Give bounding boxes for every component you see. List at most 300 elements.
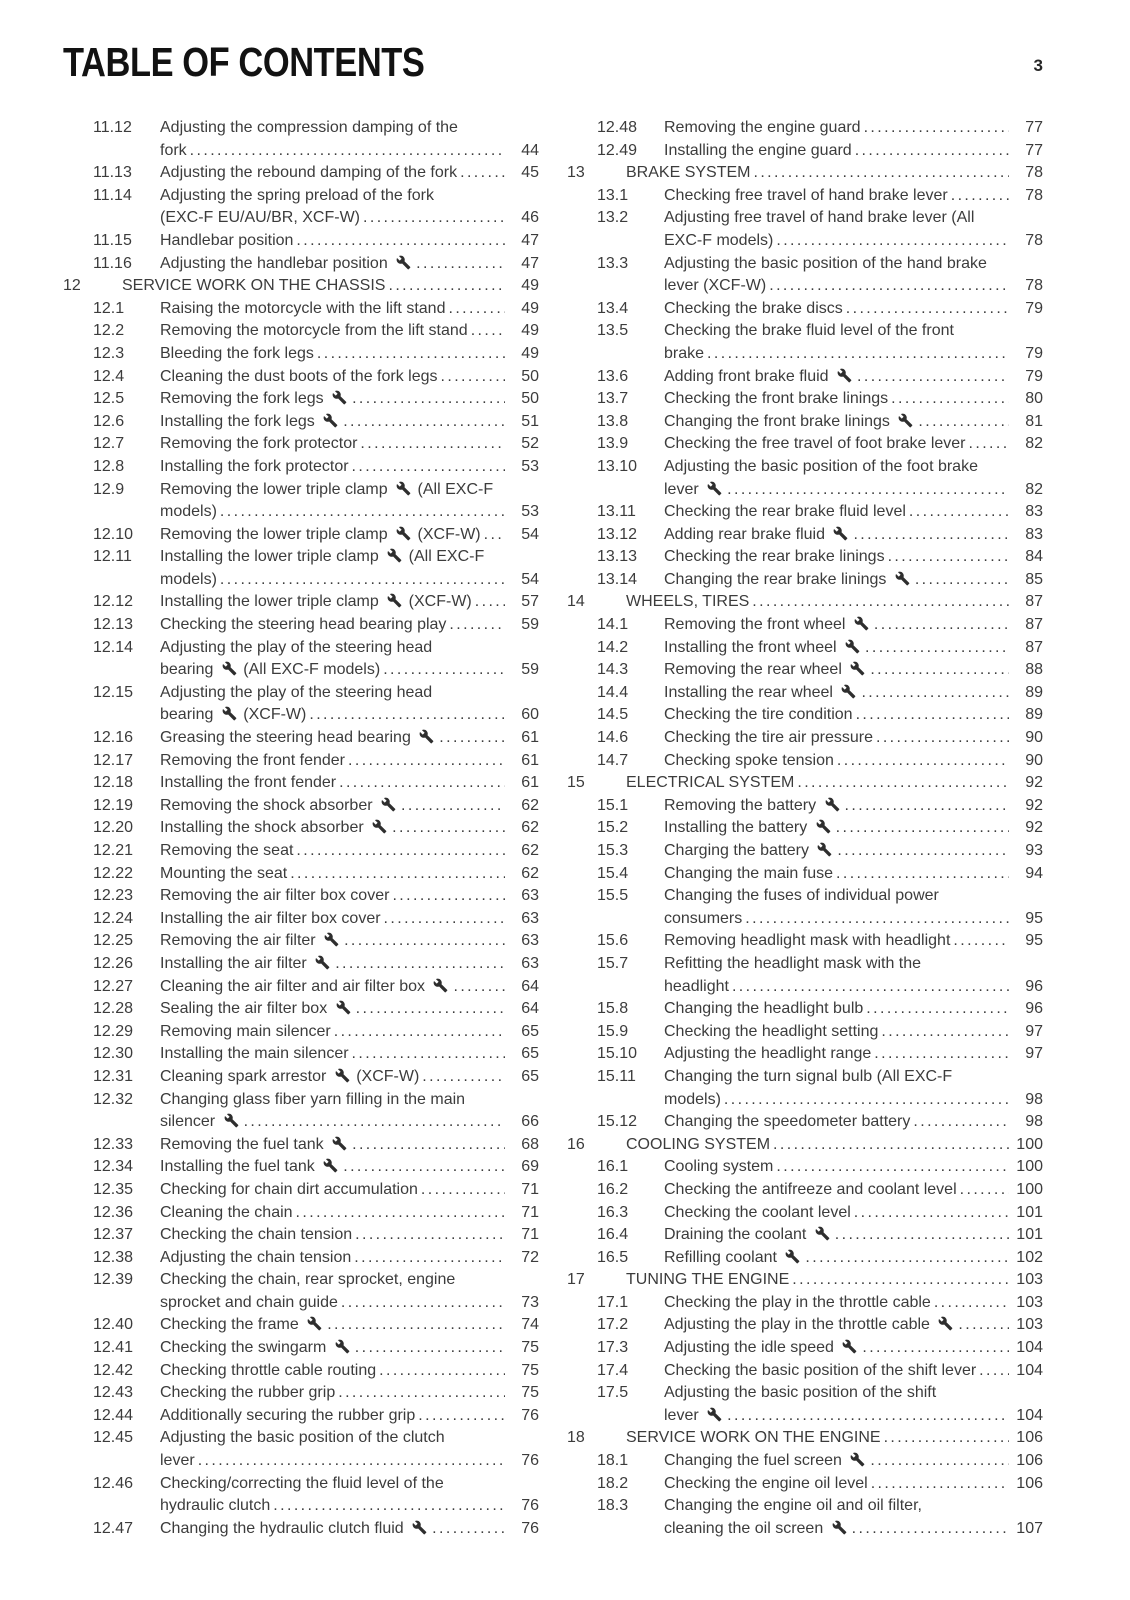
dot-leader [852, 1518, 1009, 1541]
entry-page: 104 [1016, 1361, 1043, 1379]
entry-title-line: Removing the seat [160, 842, 294, 859]
entry-number: 14.1 [597, 616, 629, 634]
toc-entry [567, 388, 1043, 411]
entry-title-line: bearing (XCF-W) [160, 706, 307, 724]
entry-number: 12.5 [93, 390, 125, 408]
dot-leader [348, 750, 505, 773]
entry-title-line: Handlebar position [160, 231, 294, 249]
entry-title-line: Refitting the headlight mask with the [664, 954, 922, 972]
dot-leader [471, 320, 505, 343]
entry-page: 59 [521, 616, 539, 634]
toc-entry [63, 1382, 539, 1405]
entry-title [664, 795, 1009, 818]
entry-title [664, 750, 1009, 773]
entry-title-line: Installing the fork protector [160, 457, 349, 475]
entry-number: 12.47 [93, 1519, 134, 1537]
entry-title-line: Changing the rear brake linings [664, 569, 912, 592]
entry-title-line: Removing the front fender [160, 751, 345, 769]
entry-page: 102 [1016, 1248, 1043, 1266]
toc-entry [63, 117, 539, 162]
dot-leader [356, 998, 505, 1021]
entry-page: 65 [521, 1067, 539, 1085]
entry-number: 14.3 [597, 661, 629, 679]
wrench-icon [817, 842, 832, 857]
entry-number: 13 [567, 164, 585, 182]
entry-page: 103 [1016, 1293, 1043, 1311]
entry-number: 13.8 [597, 412, 629, 430]
dot-leader [354, 1247, 505, 1270]
entry-title-line: Cleaning the chain [160, 1203, 293, 1221]
entry-number: 12.18 [93, 774, 134, 792]
entry-title [664, 885, 1009, 930]
entry-title-line: Additionally securing the rubber grip [160, 1406, 416, 1424]
entry-page: 93 [1025, 842, 1043, 859]
toc-entry [567, 433, 1043, 456]
entry-title-line: Cooling system [664, 1158, 774, 1176]
dot-leader [960, 1179, 1009, 1202]
entry-page: 103 [1016, 1271, 1043, 1289]
dot-leader [855, 140, 1009, 163]
dot-leader [327, 1314, 505, 1337]
entry-title-line: Adjusting free travel of hand brake lever (All [664, 209, 975, 227]
wrench-icon [707, 481, 722, 496]
dot-leader [727, 1405, 1009, 1428]
toc-entry [63, 1066, 539, 1089]
wrench-icon [845, 639, 860, 654]
entry-title [160, 908, 505, 931]
entry-title-line: Checking the front brake linings [664, 390, 889, 408]
entry-title-line: Removing the shock absorber [160, 795, 398, 818]
entry-number: 12.21 [93, 842, 134, 859]
entry-title [664, 524, 1009, 547]
wrench-icon [396, 255, 411, 270]
toc-entry [63, 1224, 539, 1247]
entry-title [664, 185, 1009, 208]
entry-number: 12.49 [597, 141, 638, 159]
entry-page: 60 [521, 706, 539, 724]
entry-title [160, 253, 505, 276]
entry-title-line: Changing the hydraulic clutch fluid [160, 1518, 429, 1541]
entry-page: 72 [521, 1248, 539, 1266]
entry-page: 83 [1025, 503, 1043, 521]
entry-number: 14 [567, 593, 585, 611]
entry-page: 77 [1025, 119, 1043, 136]
toc-entry [63, 433, 539, 456]
dot-leader [732, 976, 1009, 999]
dot-leader [344, 930, 505, 953]
toc-column-right [567, 117, 1043, 1540]
entry-title [160, 682, 505, 727]
entry-number: 12.14 [93, 638, 134, 656]
entry-page: 106 [1016, 1474, 1043, 1492]
entry-page: 63 [521, 954, 539, 972]
dot-leader [220, 569, 505, 592]
entry-page: 62 [521, 796, 539, 814]
entry-number: 12.11 [93, 548, 132, 566]
entry-number: 12.9 [93, 480, 125, 498]
dot-leader [296, 230, 505, 253]
toc-entry [63, 1269, 539, 1314]
entry-title-line: Installing the shock absorber [160, 817, 389, 840]
entry-number: 18 [567, 1429, 585, 1447]
entry-title [160, 1473, 505, 1518]
dot-leader [861, 682, 1009, 705]
dot-leader [958, 1314, 1009, 1337]
entry-title [664, 1111, 1009, 1134]
entry-number: 12.3 [93, 344, 125, 362]
entry-title-line: Installing the main silencer [160, 1045, 349, 1063]
entry-title [160, 343, 505, 366]
entry-number: 15.4 [597, 864, 629, 882]
entry-title-line: Adjusting the spring preload of the fork [160, 186, 434, 204]
entry-title-line: Removing the front wheel [664, 614, 871, 637]
entry-title-line: Checking the tire condition [664, 706, 853, 724]
wrench-icon [335, 1339, 350, 1354]
entry-page: 69 [521, 1158, 539, 1176]
toc-entry [567, 1202, 1043, 1225]
entry-title [160, 230, 505, 253]
entry-title-line: lever (XCF-W) [664, 277, 767, 295]
toc-entry [567, 117, 1043, 140]
dot-leader [355, 1224, 505, 1247]
entry-page: 61 [521, 774, 539, 792]
toc-chapter-entry [567, 1134, 1043, 1157]
entry-title [664, 1224, 1009, 1247]
dot-leader [352, 1134, 505, 1157]
dot-leader [835, 1224, 1009, 1247]
entry-number: 16.2 [597, 1180, 629, 1198]
entry-page: 76 [521, 1452, 539, 1470]
entry-page: 65 [521, 1022, 539, 1040]
dot-leader [198, 1450, 505, 1473]
dot-leader [845, 795, 1009, 818]
entry-title [160, 1179, 505, 1202]
wrench-icon [396, 481, 411, 496]
wrench-icon [850, 661, 865, 676]
toc-entry [567, 637, 1043, 660]
page-header [63, 39, 1043, 85]
entry-number: 15 [567, 774, 585, 792]
entry-page: 45 [521, 164, 539, 182]
dot-leader [416, 253, 505, 276]
toc-entry [63, 1089, 539, 1134]
entry-page: 71 [521, 1180, 539, 1198]
toc-chapter-entry [567, 1427, 1043, 1450]
entry-page: 49 [521, 277, 539, 295]
entry-number: 12.35 [93, 1180, 134, 1198]
dot-leader [856, 704, 1009, 727]
entry-title [160, 433, 505, 456]
entry-title-line: Checking/correcting the fluid level of the [160, 1474, 444, 1492]
dot-leader [335, 953, 505, 976]
entry-title-line: Changing the turn signal bulb (All EXC-F [664, 1067, 953, 1085]
entry-title-line: Mounting the seat [160, 864, 288, 882]
entry-title [160, 1247, 505, 1270]
entry-number: 12.39 [93, 1271, 134, 1289]
dot-leader [352, 456, 505, 479]
dot-leader [773, 1134, 1009, 1157]
entry-title-line: Checking the chain, rear sprocket, engine [160, 1271, 456, 1289]
entry-title [664, 456, 1009, 501]
entry-title [664, 817, 1009, 840]
entry-number: 18.2 [597, 1474, 629, 1492]
entry-page: 96 [1025, 977, 1043, 995]
entry-page: 47 [521, 231, 539, 249]
dot-leader [953, 930, 1009, 953]
wrench-icon [419, 729, 434, 744]
entry-title [160, 840, 505, 863]
toc-entry [63, 1134, 539, 1157]
entry-page: 76 [521, 1519, 539, 1537]
entry-title-line: lever [664, 1405, 724, 1428]
entry-title-line: Installing the air filter box cover [160, 909, 381, 927]
dot-leader [449, 614, 505, 637]
entry-title-line: sprocket and chain guide [160, 1293, 338, 1311]
toc-entry [63, 1360, 539, 1383]
dot-leader [805, 1247, 1009, 1270]
entry-number: 15.9 [597, 1022, 629, 1040]
entry-page: 87 [1025, 593, 1043, 611]
wrench-icon [372, 819, 387, 834]
entry-number: 12.32 [93, 1090, 134, 1108]
entry-number: 12.16 [93, 729, 134, 747]
entry-page: 54 [521, 570, 539, 588]
entry-title-line: Charging the battery [664, 840, 834, 863]
entry-title [664, 1066, 1009, 1111]
entry-title-line: Bleeding the fork legs [160, 344, 314, 362]
dot-leader [891, 388, 1009, 411]
entry-title-line: Adjusting the idle speed [664, 1337, 859, 1360]
dot-leader [360, 433, 505, 456]
dot-leader [384, 908, 505, 931]
entry-title [160, 591, 505, 614]
dot-leader [290, 863, 505, 886]
toc-entry [63, 185, 539, 230]
dot-leader [724, 1089, 1009, 1112]
dot-leader [837, 840, 1009, 863]
entry-number: 12.17 [93, 751, 134, 769]
entry-title-line: bearing (All EXC-F models) [160, 661, 381, 679]
wrench-icon [850, 1452, 865, 1467]
entry-page: 97 [1025, 1022, 1043, 1040]
entry-title [664, 569, 1009, 592]
entry-number: 15.6 [597, 932, 629, 950]
entry-page: 57 [521, 593, 539, 611]
entry-number: 12.48 [597, 119, 638, 136]
wrench-icon [222, 706, 237, 721]
entry-title-line: Removing the motorcycle from the lift stand [160, 322, 468, 340]
toc-entry [63, 637, 539, 682]
entry-title [664, 727, 1009, 750]
entry-page: 101 [1016, 1226, 1043, 1244]
entry-title-line: EXC-F models) [664, 231, 774, 249]
entry-title-line: Cleaning spark arrestor (XCF-W) [160, 1067, 420, 1085]
entry-title-line: Installing the front fender [160, 774, 337, 792]
entry-title [664, 863, 1009, 886]
dot-leader [776, 230, 1009, 253]
entry-page: 78 [1025, 277, 1043, 295]
dot-leader [432, 1518, 505, 1541]
entry-number: 12.41 [93, 1339, 134, 1357]
entry-number: 17.2 [597, 1316, 629, 1334]
dot-leader [296, 1202, 505, 1225]
entry-title-line: models) [664, 1090, 721, 1108]
page-title: TABLE OF CONTENTS [63, 39, 425, 85]
entry-title-line: Checking the swingarm [160, 1337, 352, 1360]
entry-title [160, 524, 505, 547]
entry-page: 92 [1025, 796, 1043, 814]
entry-number: 12.1 [93, 299, 125, 317]
wrench-icon [381, 797, 396, 812]
entry-page: 75 [521, 1384, 539, 1402]
toc-entry [567, 817, 1043, 840]
toc-entry [567, 704, 1043, 727]
entry-title-line: Adjusting the play of the steering head [160, 638, 433, 656]
toc-entry [567, 930, 1043, 953]
toc-entry [567, 682, 1043, 705]
entry-title [626, 162, 1009, 185]
dot-leader [837, 750, 1009, 773]
entry-title [664, 1473, 1009, 1496]
entry-page: 77 [1025, 141, 1043, 159]
wrench-icon [815, 1226, 830, 1241]
dot-leader [343, 1156, 505, 1179]
entry-number: 16.4 [597, 1226, 629, 1244]
entry-title-line: Changing the fuel screen [664, 1450, 867, 1473]
entry-title-line: brake [664, 344, 705, 362]
toc-chapter-entry [567, 1269, 1043, 1292]
entry-title-line: Adding front brake fluid [664, 366, 854, 389]
entry-number: 15.5 [597, 887, 629, 905]
dot-leader [355, 1337, 505, 1360]
entry-title-line: Changing the main fuse [664, 864, 833, 882]
entry-page: 50 [521, 367, 539, 385]
entry-page: 74 [521, 1316, 539, 1334]
entry-number: 15.8 [597, 1000, 629, 1018]
entry-title-line: Checking the engine oil level [664, 1474, 868, 1492]
entry-title-line: Installing the engine guard [664, 141, 852, 159]
wrench-icon [307, 1316, 322, 1331]
entry-title [664, 1202, 1009, 1225]
entry-title-line: Checking throttle cable routing [160, 1361, 377, 1379]
entry-title-line: Checking the play in the throttle cable [664, 1293, 931, 1311]
dot-leader [190, 140, 505, 163]
toc-entry [63, 998, 539, 1021]
toc-chapter-entry [567, 772, 1043, 795]
entry-page: 101 [1016, 1203, 1043, 1221]
toc-entry [63, 524, 539, 547]
entry-number: 13.11 [597, 503, 636, 521]
entry-title-line: Removing the engine guard [664, 119, 861, 136]
dot-leader [422, 1066, 505, 1089]
entry-number: 13.10 [597, 457, 638, 475]
entry-title [664, 546, 1009, 569]
dot-leader [881, 1021, 1009, 1044]
toc-entry [567, 750, 1043, 773]
page-number: 3 [1033, 56, 1043, 75]
entry-title [664, 998, 1009, 1021]
entry-title-line: Cleaning the air filter and air filter box [160, 976, 450, 999]
entry-title-line: SERVICE WORK ON THE ENGINE [626, 1429, 881, 1447]
dot-leader [309, 704, 505, 727]
toc-columns [63, 117, 1043, 1540]
dot-leader [797, 772, 1009, 795]
entry-page: 76 [521, 1497, 539, 1515]
dot-leader [352, 1043, 505, 1066]
wrench-icon [832, 1520, 847, 1535]
entry-title-line: Removing the fork protector [160, 435, 358, 453]
entry-title-line: Checking the steering head bearing play [160, 616, 447, 634]
dot-leader [341, 1292, 505, 1315]
entry-title [160, 727, 505, 750]
wrench-icon [938, 1316, 953, 1331]
entry-number: 16.3 [597, 1203, 629, 1221]
entry-title-line: Adjusting the rebound damping of the fork [160, 164, 458, 182]
entry-page: 68 [521, 1135, 539, 1153]
dot-leader [969, 433, 1010, 456]
entry-number: 14.6 [597, 729, 629, 747]
toc-entry [63, 298, 539, 321]
toc-entry [567, 998, 1043, 1021]
entry-title-line: Checking the rubber grip [160, 1384, 336, 1402]
entry-title-line: BRAKE SYSTEM [626, 164, 751, 182]
entry-title-line: Adjusting the basic position of the hand brake [664, 254, 987, 272]
dot-leader [220, 501, 505, 524]
toc-entry [63, 953, 539, 976]
wrench-icon [898, 413, 913, 428]
dot-leader [401, 795, 505, 818]
entry-page: 98 [1025, 1090, 1043, 1108]
entry-number: 17.4 [597, 1361, 629, 1379]
entry-title [160, 1224, 505, 1247]
entry-page: 62 [521, 842, 539, 859]
toc-entry [63, 682, 539, 727]
dot-leader [846, 298, 1009, 321]
toc-entry [63, 411, 539, 434]
dot-leader [769, 275, 1009, 298]
toc-entry [63, 1247, 539, 1270]
entry-page: 106 [1016, 1452, 1043, 1470]
entry-number: 12.8 [93, 457, 125, 475]
wrench-icon [336, 1000, 351, 1015]
toc-entry [567, 863, 1043, 886]
entry-title-line: Changing the headlight bulb [664, 1000, 864, 1018]
entry-page: 94 [1025, 864, 1043, 882]
toc-entry [567, 1021, 1043, 1044]
entry-page: 80 [1025, 390, 1043, 408]
entry-title-line: Adjusting the headlight range [664, 1045, 872, 1063]
entry-number: 12.28 [93, 1000, 134, 1018]
toc-entry [63, 320, 539, 343]
entry-title [160, 1360, 505, 1383]
toc-entry [63, 976, 539, 999]
wrench-icon [335, 1068, 350, 1083]
toc-entry [63, 614, 539, 637]
entry-page: 95 [1025, 909, 1043, 927]
dot-leader [453, 976, 505, 999]
entry-title [160, 479, 505, 524]
wrench-icon [412, 1520, 427, 1535]
entry-title [664, 1314, 1009, 1337]
toc-entry [63, 253, 539, 276]
toc-entry [567, 1111, 1043, 1134]
dot-leader [439, 727, 505, 750]
entry-title [664, 930, 1009, 953]
entry-number: 12.23 [93, 887, 134, 905]
entry-title [160, 388, 505, 411]
entry-title-line: models) [160, 570, 217, 588]
entry-page: 82 [1025, 435, 1043, 453]
